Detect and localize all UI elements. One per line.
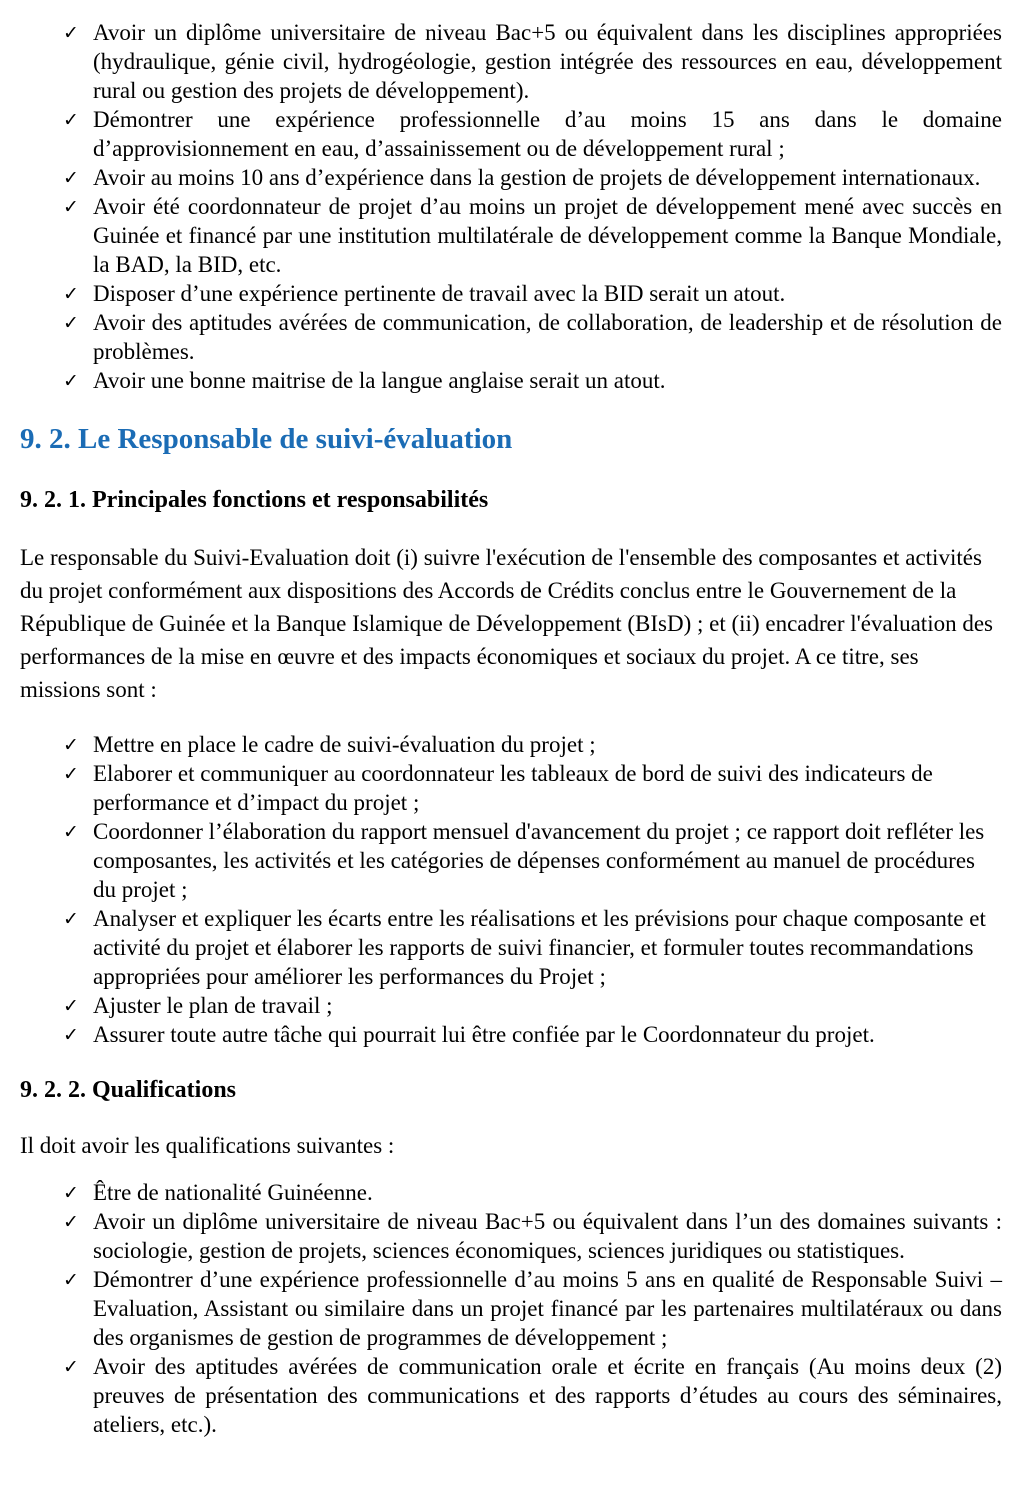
list-item	[20, 163, 1002, 192]
list-item	[20, 904, 1002, 991]
functions-list	[20, 730, 1002, 1049]
list-item-text: Disposer d’une expérience pertinente de travail avec la BID serait un atout.	[93, 281, 786, 306]
coordinator-qualifications-list	[20, 18, 1002, 395]
list-item-text: Démontrer d’une expérience professionnelle d’au moins 5 ans en qualité de Responsable Suivi – Evaluation, Assistant ou similaire dans un projet financé par les partenaires multilatéraux ou dans des organismes de gestion de programmes de développement ;	[93, 1267, 1002, 1350]
list-item	[20, 279, 1002, 308]
list-item-text: Avoir une bonne maitrise de la langue anglaise serait un atout.	[93, 368, 666, 393]
checkmark-icon: ✓	[63, 22, 79, 44]
checkmark-icon: ✓	[63, 763, 79, 785]
list-item-text: Analyser et expliquer les écarts entre les réalisations et les prévisions pour chaque composante et activité du projet et élaborer les rapports de suivi financier, et formuler toutes recommandations appropriées pour améliorer les performances du Projet ;	[93, 906, 986, 989]
list-item-text: Avoir au moins 10 ans d’expérience dans la gestion de projets de développement internationaux.	[93, 165, 981, 190]
list-item-text: Assurer toute autre tâche qui pourrait lui être confiée par le Coordonnateur du projet.	[93, 1022, 875, 1047]
list-item	[20, 308, 1002, 366]
list-item-text: Elaborer et communiquer au coordonnateur les tableaux de bord de suivi des indicateurs de performance et d’impact du projet ;	[93, 761, 933, 815]
list-item	[20, 1352, 1002, 1439]
list-item	[20, 18, 1002, 105]
list-item-text: Démontrer une expérience professionnelle d’au moins 15 ans dans le domaine d’approvisionnement en eau, d’assainissement ou de développement rural ;	[93, 107, 1002, 161]
list-item-text: Ajuster le plan de travail ;	[93, 993, 333, 1018]
checkmark-icon: ✓	[63, 283, 79, 305]
list-item	[20, 991, 1002, 1020]
list-item	[20, 1020, 1002, 1049]
intro-paragraph: Le responsable du Suivi-Evaluation doit (i) suivre l'exécution de l'ensemble des composantes et activités du projet conformément aux dispositions des Accords de Crédits conclus entre le Gouvernement de la République de Guinée et la Banque Islamique de Développement (BIsD) ; et (ii) encadrer l'évaluation des performances de la mise en œuvre et des impacts économiques et sociaux du projet. A ce titre, ses missions sont :	[20, 545, 993, 702]
checkmark-icon: ✓	[63, 1269, 79, 1291]
list-item-text: Avoir des aptitudes avérées de communication, de collaboration, de leadership et de résolution de problèmes.	[93, 310, 1002, 364]
checkmark-icon: ✓	[63, 734, 79, 756]
list-item	[20, 759, 1002, 817]
checkmark-icon: ✓	[63, 1024, 79, 1046]
section-heading-responsable-suivi-evaluation: 9. 2. Le Responsable de suivi-évaluation	[20, 423, 513, 455]
list-item	[20, 817, 1002, 904]
me-qualifications-list	[20, 1178, 1002, 1439]
list-item	[20, 1207, 1002, 1265]
list-item-text: Avoir un diplôme universitaire de niveau Bac+5 ou équivalent dans l’un des domaines suivants : sociologie, gestion de projets, sciences économiques, sciences juridiques ou statistiques.	[93, 1209, 1002, 1263]
checkmark-icon: ✓	[63, 1356, 79, 1378]
list-item	[20, 366, 1002, 395]
qualifications-intro: Il doit avoir les qualifications suivantes :	[20, 1133, 395, 1158]
list-item-text: Avoir des aptitudes avérées de communication orale et écrite en français (Au moins deux (2) preuves de présentation des communications et des rapports d’études au cours des séminaires, ateliers, etc.).	[93, 1354, 1002, 1437]
list-item	[20, 192, 1002, 279]
checkmark-icon: ✓	[63, 1211, 79, 1233]
list-item-text: Avoir été coordonnateur de projet d’au moins un projet de développement mené avec succès en Guinée et financé par une institution multilatérale de développement comme la Banque Mondiale, la BAD, la BID, etc.	[93, 194, 1002, 277]
checkmark-icon: ✓	[63, 821, 79, 843]
checkmark-icon: ✓	[63, 167, 79, 189]
checkmark-icon: ✓	[63, 908, 79, 930]
document-page	[20, 18, 1002, 1439]
checkmark-icon: ✓	[63, 196, 79, 218]
subsection-heading-qualifications: 9. 2. 2. Qualifications	[20, 1077, 237, 1103]
checkmark-icon: ✓	[63, 312, 79, 334]
list-item	[20, 1265, 1002, 1352]
checkmark-icon: ✓	[63, 109, 79, 131]
list-item-text: Coordonner l’élaboration du rapport mensuel d'avancement du projet ; ce rapport doit refléter les composantes, les activités et les catégories de dépenses conformément au manuel de procédures du projet ;	[93, 819, 985, 902]
list-item-text: Mettre en place le cadre de suivi-évaluation du projet ;	[93, 732, 596, 757]
checkmark-icon: ✓	[63, 1182, 79, 1204]
list-item	[20, 105, 1002, 163]
checkmark-icon: ✓	[63, 370, 79, 392]
checkmark-icon: ✓	[63, 995, 79, 1017]
list-item	[20, 730, 1002, 759]
list-item	[20, 1178, 1002, 1207]
list-item-text: Être de nationalité Guinéenne.	[93, 1180, 373, 1205]
subsection-heading-fonctions: 9. 2. 1. Principales fonctions et responsabilités	[20, 487, 489, 513]
list-item-text: Avoir un diplôme universitaire de niveau Bac+5 ou équivalent dans les disciplines appropriées (hydraulique, génie civil, hydrogéologie, gestion intégrée des ressources en eau, développement rural ou gestion des projets de développement).	[93, 20, 1002, 103]
